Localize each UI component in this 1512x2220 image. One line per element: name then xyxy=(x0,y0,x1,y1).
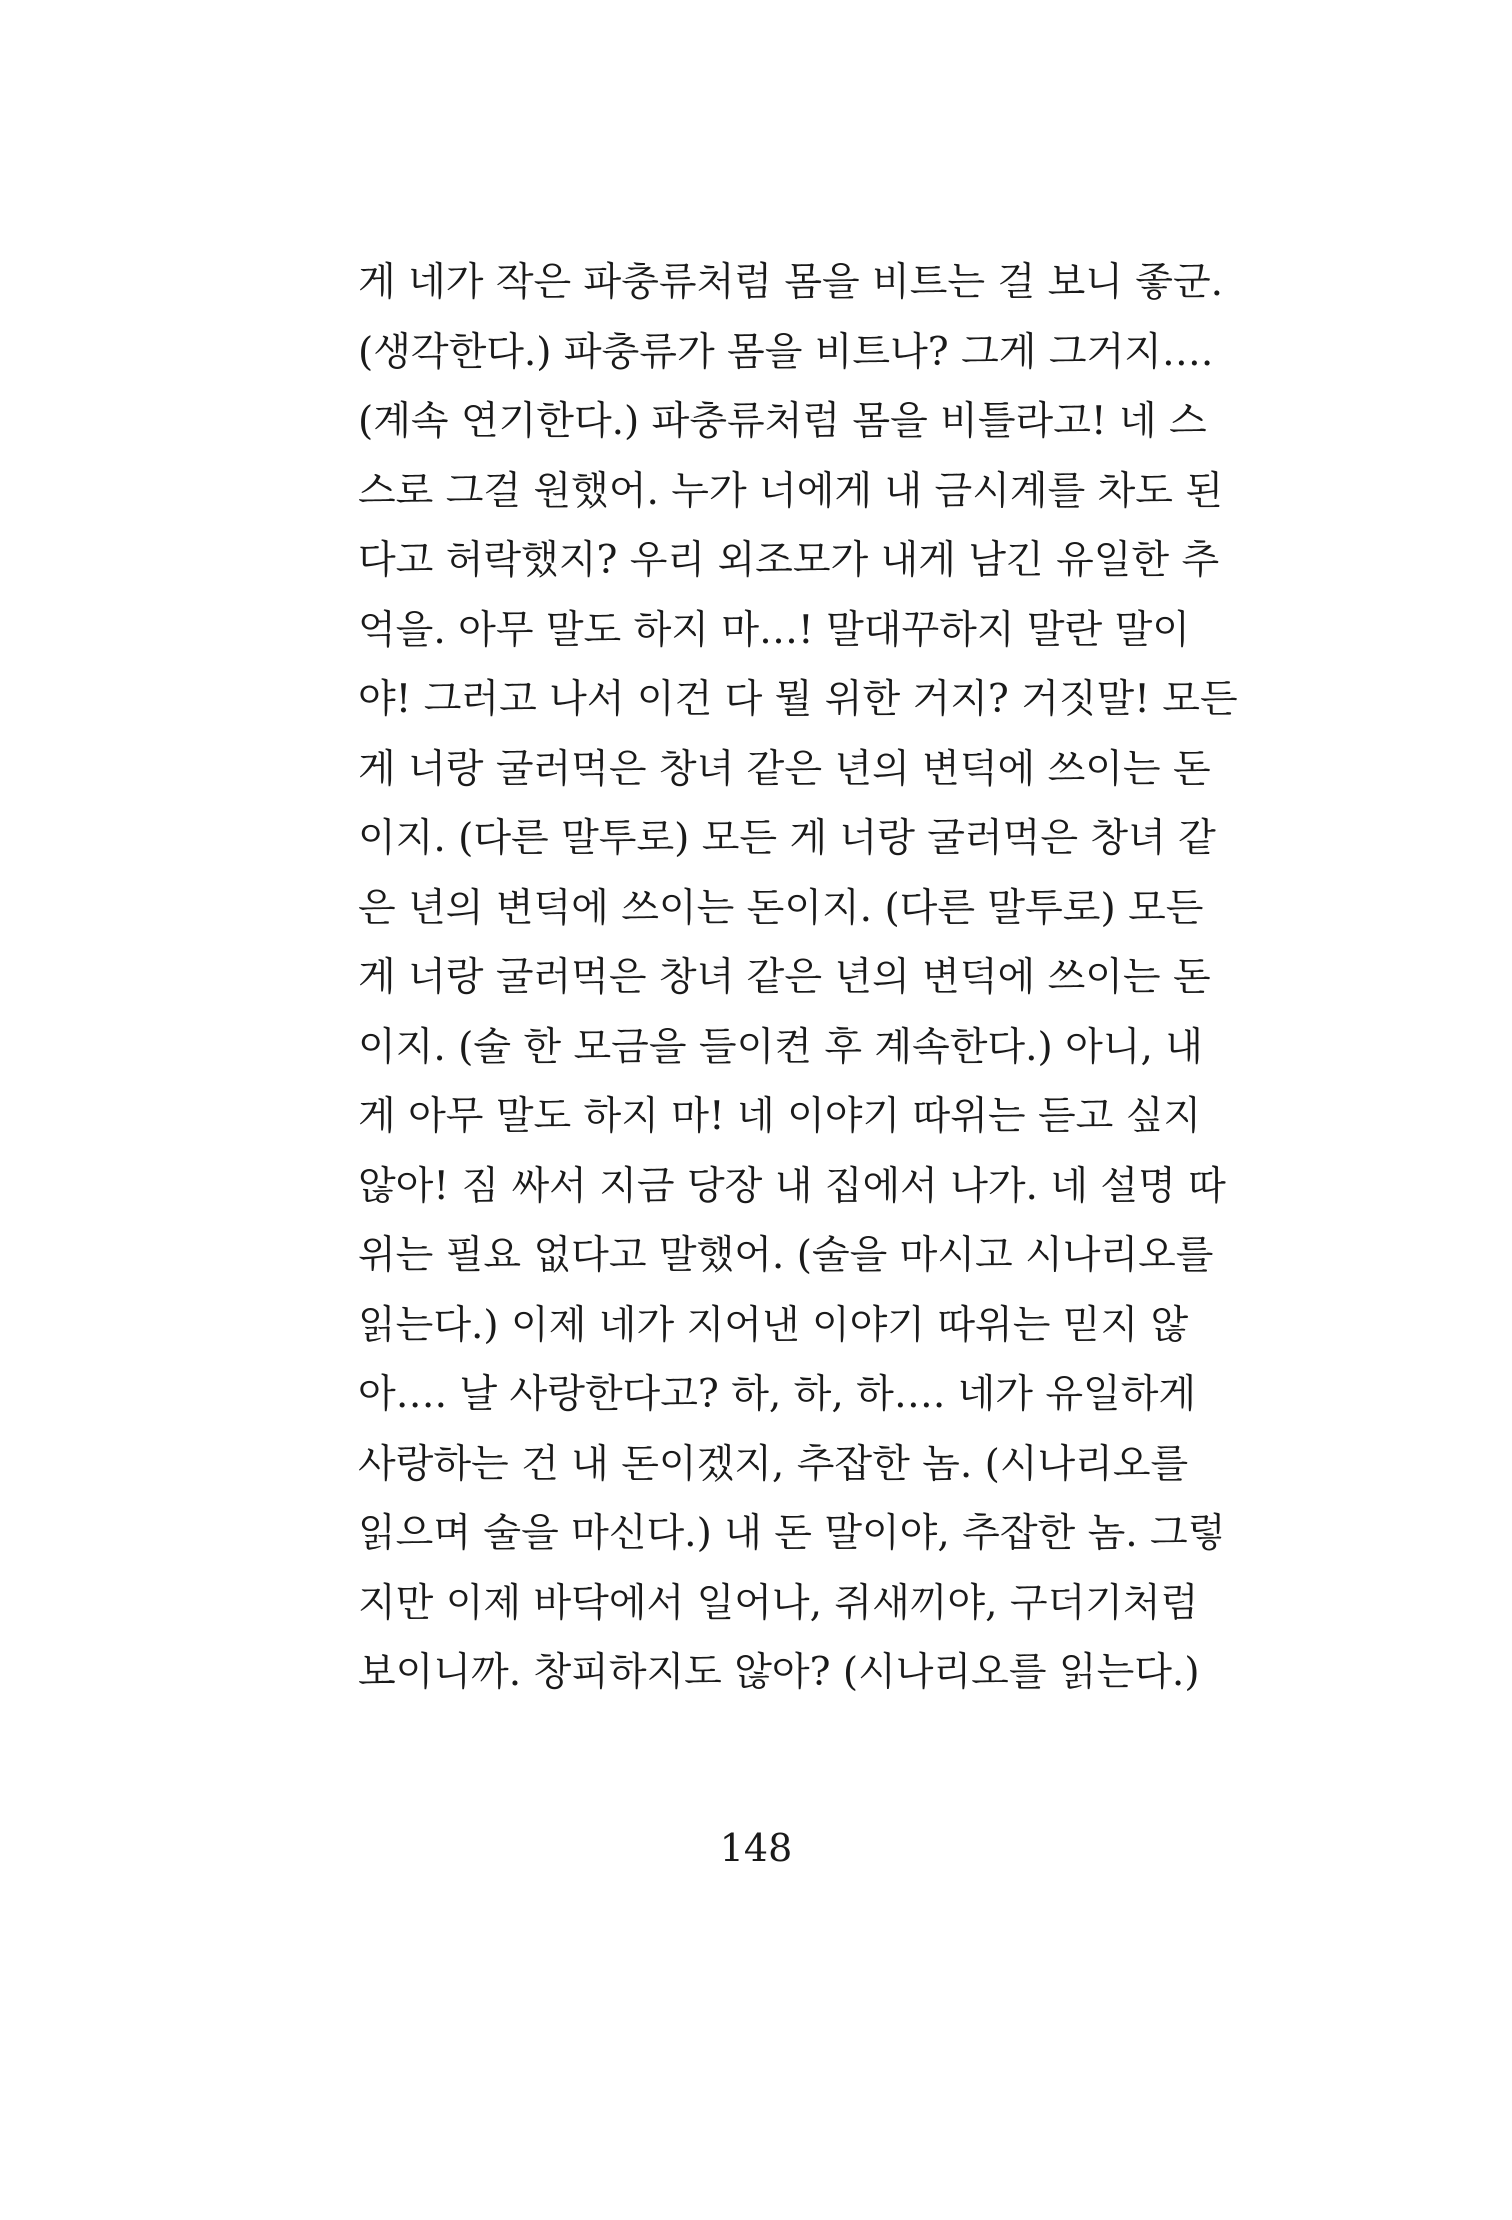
text-line: 이지. (술 한 모금을 들이켠 후 계속한다.) 아니, 내 xyxy=(358,1024,1203,1070)
text-line: 사랑하는 건 내 돈이겠지, 추잡한 놈. (시나리오를 xyxy=(358,1441,1189,1487)
text-line: 억을. 아무 말도 하지 마…! 말대꾸하지 말란 말이 xyxy=(358,607,1190,653)
text-line: 게 너랑 굴러먹은 창녀 같은 년의 변덕에 쓰이는 돈 xyxy=(358,746,1211,792)
text-line: 야! 그러고 나서 이건 다 뭘 위한 거지? 거짓말! 모든 xyxy=(358,677,1238,722)
text-line: (생각한다.) 파충류가 몸을 비트나? 그게 그거지…. xyxy=(358,329,1214,375)
text-line: (계속 연기한다.) 파충류처럼 몸을 비틀라고! 네 스 xyxy=(358,399,1207,444)
text-line: 않아! 짐 싸서 지금 당장 내 집에서 나가. 네 설명 따 xyxy=(358,1163,1226,1209)
text-line: 은 년의 변덕에 쓰이는 돈이지. (다른 말투로) 모든 xyxy=(358,885,1204,931)
body-text xyxy=(358,248,1238,1708)
text-line: 다고 허락했지? 우리 외조모가 내게 남긴 유일한 추 xyxy=(358,538,1220,583)
text-line: 읽으며 술을 마신다.) 내 돈 말이야, 추잡한 놈. 그렇 xyxy=(358,1511,1226,1556)
text-line: 지만 이제 바닥에서 일어나, 쥐새끼야, 구더기처럼 xyxy=(358,1580,1199,1626)
text-line: 게 아무 말도 하지 마! 네 이야기 따위는 듣고 싶지 xyxy=(358,1094,1202,1139)
text-line: 아…. 날 사랑한다고? 하, 하, 하…. 네가 유일하게 xyxy=(358,1372,1197,1417)
text-line: 스로 그걸 원했어. 누가 너에게 내 금시계를 차도 된 xyxy=(358,468,1224,514)
text-line: 게 네가 작은 파충류처럼 몸을 비트는 걸 보니 좋군. xyxy=(358,260,1224,305)
text-line: 이지. (다른 말투로) 모든 게 너랑 굴러먹은 창녀 같 xyxy=(358,816,1216,861)
text-line: 위는 필요 없다고 말했어. (술을 마시고 시나리오를 xyxy=(358,1233,1214,1278)
page-number: 148 xyxy=(719,1826,793,1870)
text-line: 읽는다.) 이제 네가 지어낸 이야기 따위는 믿지 않 xyxy=(358,1302,1189,1348)
text-line: 게 너랑 굴러먹은 창녀 같은 년의 변덕에 쓰이는 돈 xyxy=(358,955,1211,1000)
text-line: 보이니까. 창피하지도 않아? (시나리오를 읽는다.) xyxy=(358,1650,1200,1695)
